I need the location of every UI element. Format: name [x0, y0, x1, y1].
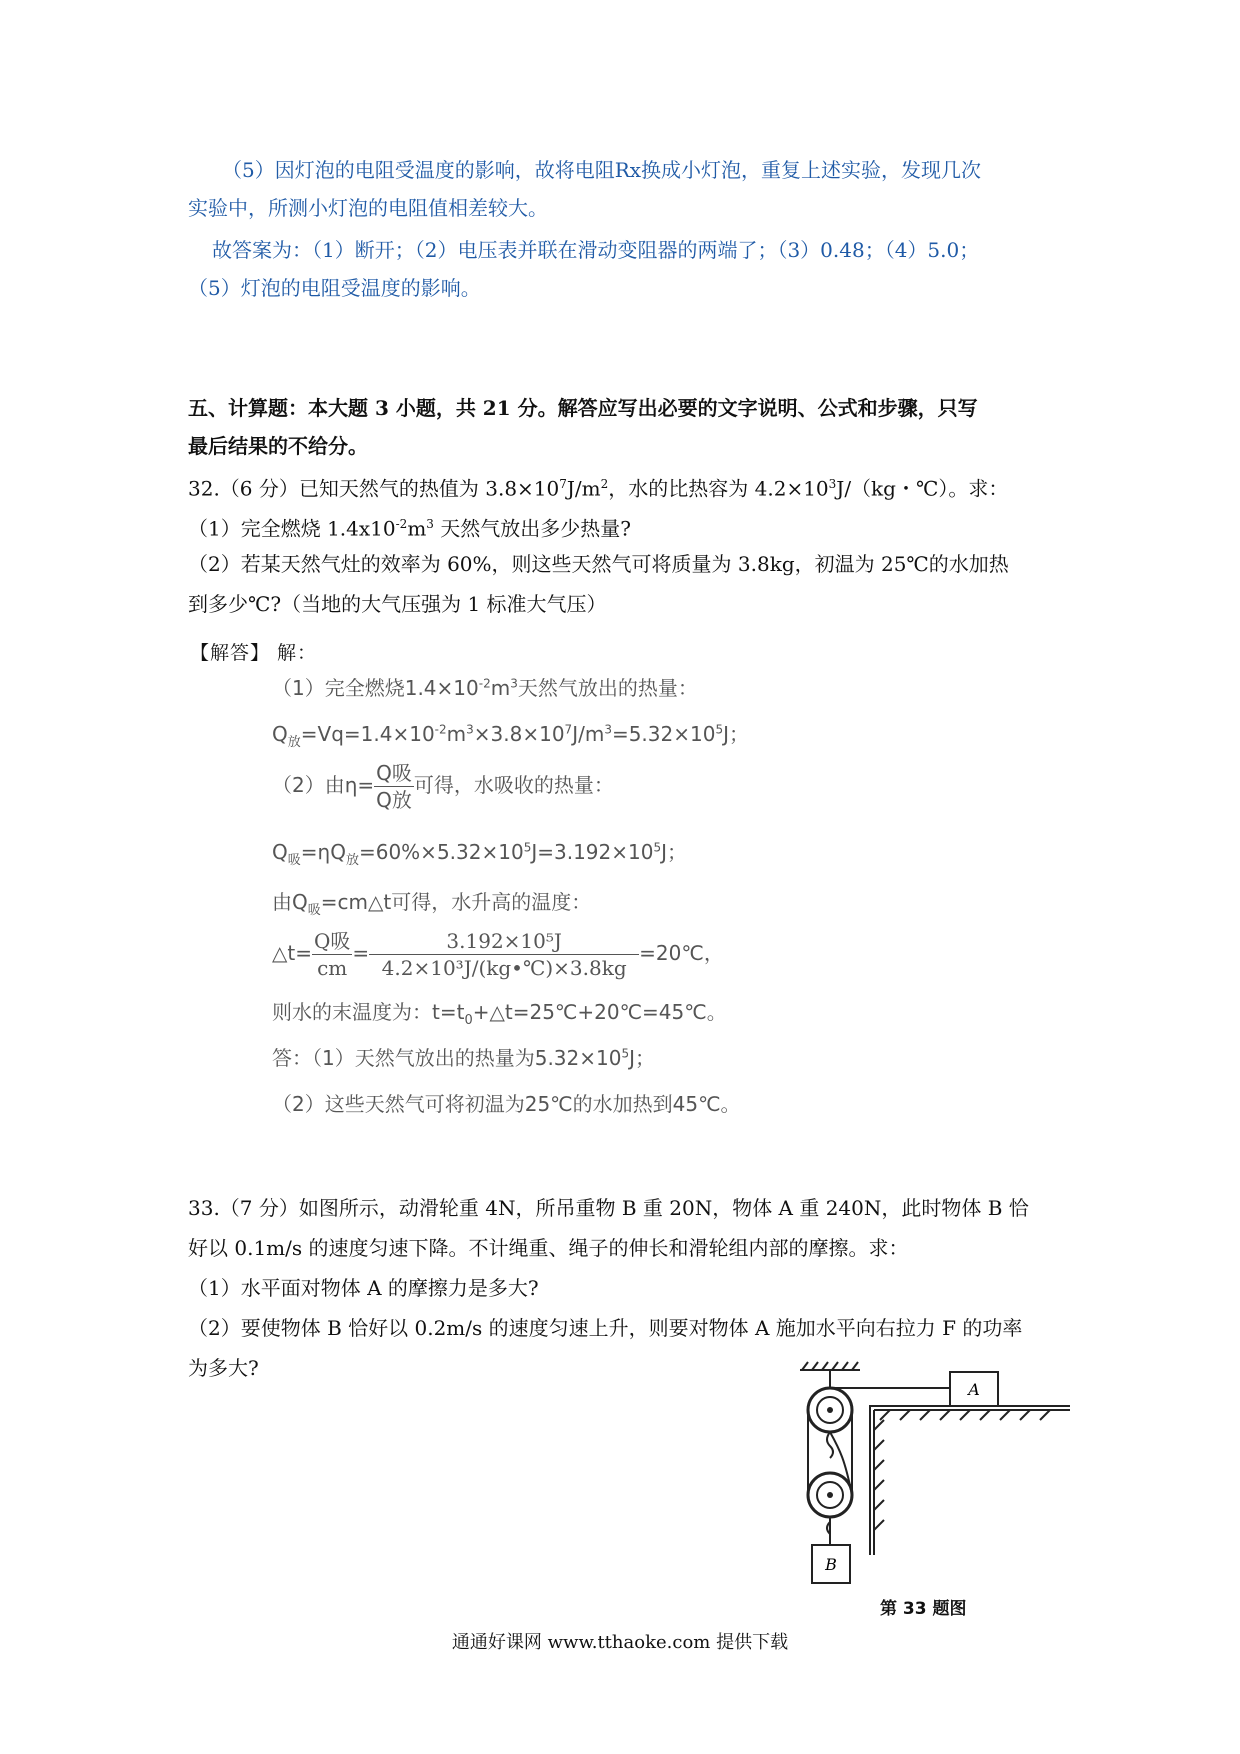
label-b: B — [825, 1555, 837, 1574]
solution-step7: 则水的末温度为：$t=t_0+\triangle t=25℃+20℃=45℃$。 — [272, 1000, 727, 1028]
section-heading-line2: 最后结果的不给分。 — [188, 434, 368, 458]
q32-part2-line2: 到多少℃?（当地的大气压强为 1 标准大气压） — [188, 592, 607, 616]
section-heading-line1: 五、计算题：本大题 3 小题，共 21 分。解答应写出必要的文字说明、公式和步骤，只写 — [188, 396, 978, 420]
q32-part2-line1: （2）若某天然气灶的效率为 60%，则这些天然气可将质量为 3.8kg，初温为 25℃的水加热 — [188, 552, 1009, 576]
solution-step3: （2）由η= $\frac{\text{Q吸}}{\text{Q放}}$ 可得，水吸收的热量： — [272, 761, 614, 812]
page-footer: 通通好课网 www.tthaoke.com 提供下载 — [451, 1632, 789, 1653]
table — [870, 1406, 1070, 1555]
q33-part2-line1: （2）要使物体 B 恰好以 0.2m/s 的速度匀速上升，则要对物体 A 施加水平向右拉力 F 的功率 — [188, 1316, 1023, 1340]
q33-part2-line2: 为多大? — [188, 1356, 259, 1380]
solution-step1: （1）完全燃烧$1.4\times 10^{-2}m^3$天然气放出的热量： — [272, 676, 698, 700]
prev-answer-line3: 故答案为：（1）断开；（2）电压表并联在滑动变阻器的两端了；（3）0.48；（4）5.0； — [212, 238, 980, 262]
solution-step5: 由$Q_吸=cm\triangle t$可得，水升高的温度： — [272, 890, 592, 918]
solution-answer2: （2）这些天然气可将初温为25℃的水加热到45℃。 — [272, 1092, 741, 1116]
prev-answer-line4: （5）灯泡的电阻受温度的影响。 — [188, 276, 481, 300]
solution-step2: $Q_放=Vq=1.4\times 10^{-2}m^3\times 3.8\times 10^7J/m^3=5.32\times 10^5J$； — [272, 722, 749, 750]
solution-step4: $Q_吸=\eta Q_放=60\%\times 5.32\times 10^5J=3.192\times 10^5J$； — [272, 840, 687, 868]
pulley-diagram — [800, 1350, 1070, 1630]
q32-part1: （1）完全燃烧 $1.4x10^{-2}m^3$ 天然气放出多少热量? — [188, 516, 632, 541]
prev-answer-line2: 实验中，所测小灯泡的电阻值相差较大。 — [188, 196, 548, 220]
figure-caption: 第 33 题图 — [880, 1599, 967, 1619]
solution-answer1: 答：（1）天然气放出的热量为$5.32\times 10^5J$； — [272, 1046, 656, 1070]
solution-step6: △t= $\frac{\text{Q吸}}{cm}$ = $\frac{\text{3.192×10⁵J}}{\text{4.2×10³J/(kg•℃)×3.8kg}}$ =20℃， — [272, 929, 724, 980]
answer-tag: 【解答】 解： — [190, 642, 318, 664]
q32-stem: 32.（6 分）已知天然气的热值为 $3.8\times 10^7J/m^2$，水的比热容为 $4.2\times 10^3J/(kg$・℃）。求： — [188, 476, 1009, 501]
q33-line1: 33.（7 分）如图所示，动滑轮重 4N，所吊重物 B 重 20N，物体 A 重 240N，此时物体 B 恰 — [188, 1196, 1029, 1220]
prev-answer-line1: （5）因灯泡的电阻受温度的影响，故将电阻Rx换成小灯泡，重复上述实验，发现几次 — [222, 158, 982, 182]
q33-line2: 好以 0.1m/s 的速度匀速下降。不计绳重、绳子的伸长和滑轮组内部的摩擦。求： — [188, 1236, 909, 1260]
q33-part1: （1）水平面对物体 A 的摩擦力是多大? — [188, 1276, 539, 1300]
ceiling — [800, 1362, 860, 1370]
label-a: A — [968, 1380, 980, 1399]
